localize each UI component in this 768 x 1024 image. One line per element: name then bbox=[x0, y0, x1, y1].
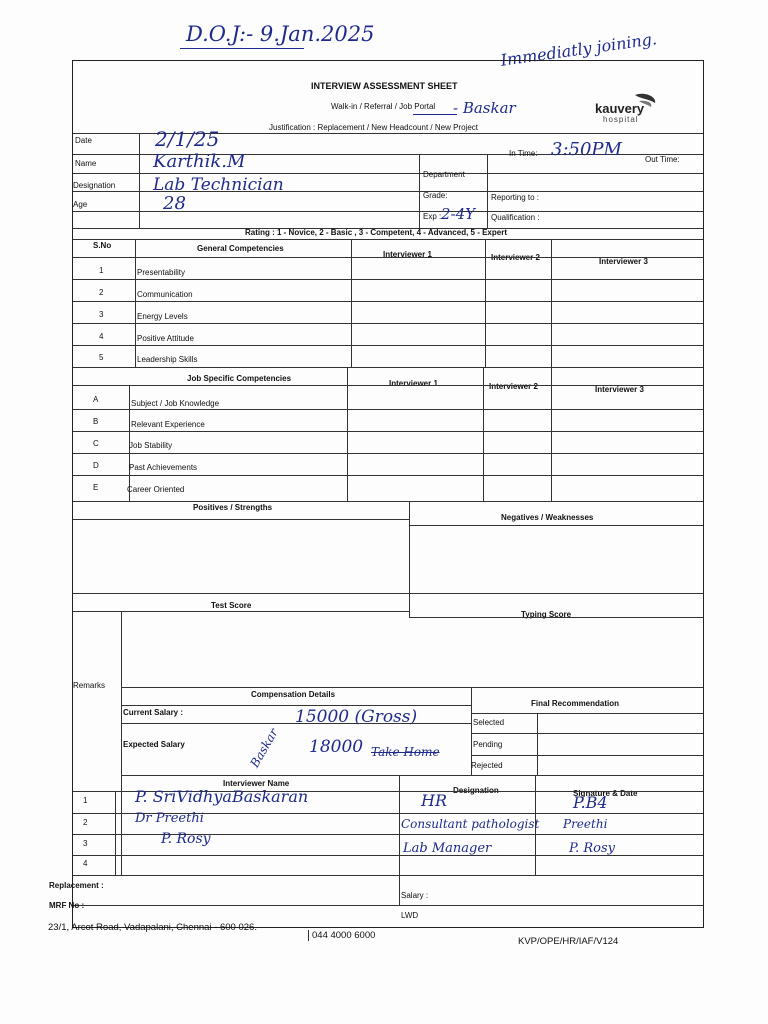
general-row-3-label: Energy Levels bbox=[137, 312, 188, 321]
interviewer-row-1-sign: P.B4 bbox=[573, 793, 608, 812]
general-i2-heading: Interviewer 2 bbox=[491, 253, 540, 262]
date-value: 2/1/25 bbox=[155, 127, 220, 151]
expected-salary-value: 18000 bbox=[309, 737, 364, 757]
compensation-heading: Compensation Details bbox=[251, 690, 336, 699]
brand-name: kauvery bbox=[595, 101, 645, 116]
age-value: 28 bbox=[163, 193, 186, 214]
interviewer-row-2-desig: Consultant pathologist bbox=[401, 817, 540, 831]
job-row-d-num: D bbox=[93, 461, 99, 470]
intime-label: In Time: bbox=[509, 149, 538, 158]
weaknesses-heading: Negatives / Weaknesses bbox=[501, 513, 594, 522]
general-row-4-num: 4 bbox=[99, 332, 104, 341]
job-row-d-label: Past Achievements bbox=[129, 463, 198, 472]
general-row-2-num: 2 bbox=[99, 288, 104, 297]
justification-line: Justification : Replacement / New Headcount / New Project bbox=[269, 123, 478, 132]
job-i1-heading: Interviewer 1 bbox=[389, 379, 438, 388]
job-row-a-label: Subject / Job Knowledge bbox=[131, 399, 220, 408]
rating-legend: Rating : 1 - Novice, 2 - Basic , 3 - Competent, 4 - Advanced, 5 - Expert bbox=[245, 228, 507, 237]
mrf-label: MRF No : bbox=[49, 901, 85, 910]
job-row-e-num: E bbox=[93, 483, 99, 492]
age-label: Age bbox=[73, 200, 88, 209]
test-score-label: Test Score bbox=[211, 601, 252, 610]
current-salary-value: 15000 (Gross) bbox=[295, 707, 418, 727]
interviewer-name-heading: Interviewer Name bbox=[223, 779, 290, 788]
footer-code: KVP/OPE/HR/IAF/V124 bbox=[518, 936, 619, 947]
final-selected: Selected bbox=[473, 718, 505, 727]
qualification-label: Qualification : bbox=[491, 213, 540, 222]
interviewer-row-2-sign: Preethi bbox=[563, 817, 608, 831]
sheet-title: INTERVIEW ASSESSMENT SHEET bbox=[311, 81, 458, 91]
final-pending: Pending bbox=[473, 740, 503, 749]
general-row-1-num: 1 bbox=[99, 266, 104, 275]
outtime-label: Out Time: bbox=[645, 155, 680, 164]
replacement-label: Replacement : bbox=[49, 881, 104, 890]
expected-salary-struck: Take Home bbox=[371, 745, 440, 759]
department-label: Department bbox=[423, 170, 465, 179]
general-row-2-label: Communication bbox=[137, 290, 193, 299]
interviewer-row-3-name: P. Rosy bbox=[161, 831, 211, 847]
kauvery-logo bbox=[591, 91, 661, 125]
final-rejected: Rejected bbox=[471, 761, 503, 770]
general-row-5-num: 5 bbox=[99, 353, 104, 362]
general-i1-heading: Interviewer 1 bbox=[383, 250, 432, 259]
interviewer-row-1-name: P. SriVidhyaBaskaran bbox=[135, 787, 309, 806]
interviewer-row-1-num: 1 bbox=[83, 796, 88, 805]
immediate-joining-note: Immediatly joining. bbox=[499, 29, 659, 70]
general-row-1-label: Presentability bbox=[137, 268, 186, 277]
general-row-4-label: Positive Attitude bbox=[137, 334, 194, 343]
date-label: Date bbox=[75, 136, 92, 145]
interviewer-row-1-desig: HR bbox=[421, 791, 447, 810]
interviewer-row-3-num: 3 bbox=[83, 839, 88, 848]
doj-note: D.O.J:- 9.Jan.2025 bbox=[186, 22, 375, 46]
job-row-a-num: A bbox=[93, 395, 99, 404]
reporting-label: Reporting to : bbox=[491, 193, 540, 202]
salary-label: Salary : bbox=[401, 891, 429, 900]
job-row-e-label: Career Oriented bbox=[127, 485, 185, 494]
exp-value: 2-4Y bbox=[441, 205, 476, 223]
interviewer-row-4-num: 4 bbox=[83, 859, 88, 868]
strengths-heading: Positives / Strengths bbox=[193, 503, 273, 512]
doj-underline bbox=[180, 48, 304, 49]
job-heading: Job Specific Competencies bbox=[187, 374, 292, 383]
designation-label: Designation bbox=[73, 181, 116, 190]
general-row-3-num: 3 bbox=[99, 310, 104, 319]
designation-value: Lab Technician bbox=[153, 175, 284, 195]
job-portal-underline bbox=[413, 114, 457, 115]
footer-phone: 044 4000 6000 bbox=[308, 930, 375, 941]
job-row-b-num: B bbox=[93, 417, 99, 426]
job-row-c-num: C bbox=[93, 439, 99, 448]
signature-heading: Signature & Date bbox=[573, 789, 638, 798]
interviewer-row-3-desig: Lab Manager bbox=[403, 841, 492, 856]
general-row-5-label: Leadership Skills bbox=[137, 355, 198, 364]
general-heading: General Competencies bbox=[197, 244, 284, 253]
current-salary-label: Current Salary : bbox=[123, 708, 184, 717]
expected-salary-label: Expected Salary bbox=[123, 740, 185, 749]
interviewer-row-3-sign: P. Rosy bbox=[569, 841, 616, 856]
designation-heading: Designation bbox=[453, 786, 499, 795]
grade-label: Grade: bbox=[423, 191, 448, 200]
expected-salary-hand-left: Baskar bbox=[247, 726, 281, 770]
typing-score-label: Typing Score bbox=[521, 610, 572, 619]
lwd-label: LWD bbox=[401, 911, 419, 920]
job-i3-heading: Interviewer 3 bbox=[595, 385, 644, 394]
job-i2-heading: Interviewer 2 bbox=[489, 382, 538, 391]
remarks-label: Remarks bbox=[73, 681, 106, 690]
final-heading: Final Recommendation bbox=[531, 699, 620, 708]
name-value: Karthik.M bbox=[153, 151, 246, 172]
intime-value: 3:50PM bbox=[551, 139, 622, 160]
interviewer-row-2-num: 2 bbox=[83, 818, 88, 827]
job-row-c-label: Job Stability bbox=[129, 441, 173, 450]
brand-sub: hospital bbox=[603, 115, 639, 124]
exp-label: Exp : bbox=[423, 212, 442, 221]
general-i3-heading: Interviewer 3 bbox=[599, 257, 648, 266]
source-hand: - Baskar bbox=[453, 99, 516, 117]
sno-heading: S.No bbox=[93, 241, 112, 250]
job-row-b-label: Relevant Experience bbox=[131, 420, 205, 429]
name-label: Name bbox=[75, 159, 97, 168]
interviewer-row-2-name: Dr Preethi bbox=[135, 811, 204, 826]
source-line: Walk-in / Referral / Job Portal bbox=[331, 102, 436, 111]
footer-address: 23/1, Arcot Road, Vadapalani, Chennai - 600 026. bbox=[48, 922, 257, 933]
